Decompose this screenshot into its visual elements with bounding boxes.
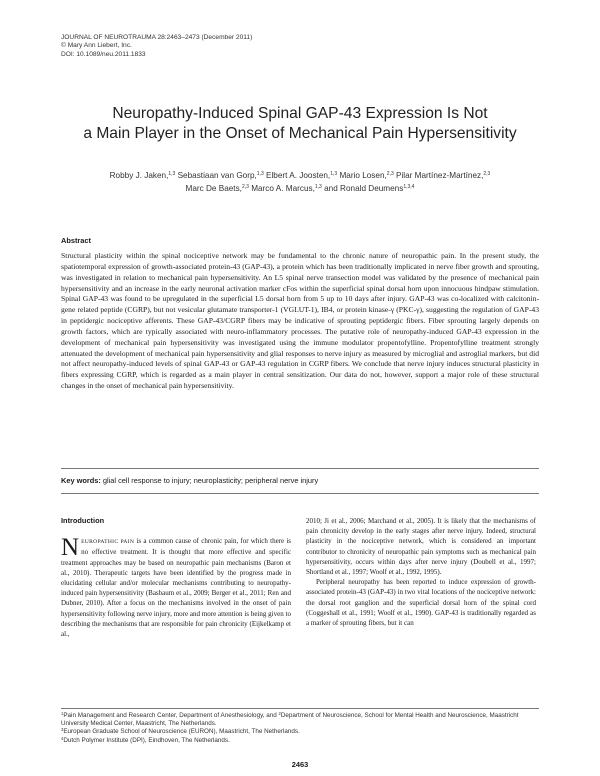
author-affiliation: 1,3 [314,184,322,190]
author: Pilar Martínez-Martínez, [396,171,484,180]
author-affiliation: 1,3 [256,171,264,177]
introduction-heading: Introduction [61,516,105,525]
keywords-text: glial cell response to injury; neuroplasticity; peripheral nerve injury [102,476,319,485]
intro-left-text: is a common cause of chronic pain, for which there is no effective treatment. It is thought that more effective and specific treatment approaches may be based on neuropathic pain mechanisms (Baron et al., 2010). Therapeutic targets have been identified by the progress made in elucidating cellular and/or molecular mechanisms contributing to neuropathy-induced pain hypersensitivity (Basbaum et al., 2009; Berger et al., 2011; Ren and Dubner, 2010). After a focus on the mechanisms involved in the onset of pain hypersensitivity following nerve injury, more and more attention is being given to describing the mechanisms that are responsible for pain chronicity (Eijkelkamp et al., [61,537,292,639]
footnote-divider [61,708,539,709]
author-affiliation: 1,3 [330,171,338,177]
left-column [61,516,291,639]
footnote-text: Department of Neuroscience, School for Mental Health and Neuroscience, Maastricht University Medical Center, Maastricht, The Netherlands. [61,712,519,728]
author-affiliation: 2,3 [483,171,491,177]
footnote-text: Pain Management and Research Center, Department of Anesthesiology, and [63,712,279,719]
author: Marc De Baets, [185,184,242,193]
journal-copyright: © Mary Ann Liebert, Inc. [61,42,132,50]
footnote [61,728,539,736]
drop-cap: N [61,534,80,562]
footnote-number: 2 [278,711,281,716]
footnotes [61,712,539,745]
author: Elbert A. Joosten, [266,171,331,180]
intro-paragraph [61,536,291,639]
intro-smallcaps: EUROPATHIC PAIN [81,539,135,546]
keywords-label: Key words: [61,476,101,485]
journal-doi: DOI: 10.1089/neu.2011.1833 [61,50,146,58]
right-column [306,516,536,628]
author-affiliation: 2,3 [386,171,394,177]
footnote-number: 1 [61,711,64,716]
keywords [61,476,539,486]
footnote [61,737,539,745]
journal-citation: JOURNAL OF NEUROTRAUMA 28:2463–2473 (December 2011) [61,34,253,41]
footnote-text: Dutch Polymer Institute (DPI), Eindhoven, The Netherlands. [63,736,230,744]
author: Marco A. Marcus, [251,184,315,193]
author: Sebastiaan van Gorp, [177,171,257,180]
footnote [61,712,539,728]
abstract-heading: Abstract [61,236,91,245]
author: Mario Losen, [339,171,387,180]
paper-title [40,104,560,144]
title-line-2: a Main Player in the Onset of Mechanical Pain Hypersensitivity [83,125,517,142]
author: Robby J. Jaken, [109,171,169,180]
author: and Ronald Deumens [324,184,404,193]
divider-top [61,468,539,469]
author-affiliation: 1,3,4 [403,184,415,190]
intro-right-paragraph-1: 2010; Ji et al., 2006; Marchand et al., 2005). It is likely that the mechanisms of pain chronicity develop in the early stages after nerve injury. Indeed, structural plasticity in the nociceptive network, which is considered an important contributor to chronicity of neuropathic pain symptoms such as mechanical pain hypersensitivity, occurs within days after nerve injury (Doubell et al., 1997; Shortland et al., 1997; Woolf et al., 1992, 1995). [306,517,536,577]
footnote-text: European Graduate School of Neuroscience (EURON), Maastricht, The Netherlands. [63,728,300,736]
page-number: 2463 [291,760,309,769]
author-list [48,169,552,195]
intro-right-paragraph-2: Peripheral neuropathy has been reported to induce expression of growth-associated protein-43 (GAP-43) in two vital locations of the nociceptive network: the dorsal root ganglion and the superficial dorsal horn of the spinal cord (Coggeshall et al., 1991; Woolf et al., 1990). GAP-43 is traditionally regarded as a marker of sprouting fibers, but it can [306,578,536,628]
author-affiliation: 2,3 [241,184,249,190]
footnote-number: 3 [61,727,64,733]
title-line-1: Neuropathy-Induced Spinal GAP-43 Expression Is Not [112,105,488,122]
author-affiliation: 1,3 [168,171,176,177]
abstract-text: Structural plasticity within the spinal nociceptive network may be fundamental to the chronic nature of neuropathic pain. In the present study, the spatiotemporal expression of growth-associated protein-43 (GAP-43), a protein which has been traditionally implicated in nerve fiber growth and sprouting, was investigated in relation to mechanical pain hypersensitivity. An L5 spinal nerve transection model was validated by the presence of mechanical pain hypersensitivity and an increase in the early neuronal activation marker cFos within the superficial spinal dorsal horn upon innocuous hindpaw stimulation. Spinal GAP-43 was found to be upregulated in the superficial L5 dorsal horn from 5 up to 10 days after injury. GAP-43 was co-localized with calcitonin-gene related peptide (CGRP), but not vesicular glutamate transporter-1 (VGLUT-1), IB4, or protein kinase-γ (PKC-γ), suggesting the regulation of GAP-43 in peptidergic nociceptive afferents. These GAP-43/CGRP fibers may be indicative of sprouting peptidergic fibers. Fiber sprouting largely depends on growth factors, which are typically associated with neuro-inflammatory processes. The putative role of neuropathy-induced GAP-43 expression in the development of mechanical pain hypersensitivity was investigated using the immune modulator propentofylline. Propentofylline treatment strongly attenuated the development of mechanical pain hypersensitivity and glial responses to nerve injury as measured by microglial and astroglial markers, but did not affect neuropathy-induced levels of spinal GAP-43 or GAP-43 regulation in CGRP fibers. We conclude that nerve injury induces structural plasticity in fibers expressing CGRP, which is regarded as a main player in central sensitization. Our data do not, however, support a major role of these structural changes in the onset of mechanical pain hypersensitivity. [61,251,539,391]
divider-bottom [61,493,539,494]
journal-header [61,34,252,59]
footnote-number: 4 [61,735,64,741]
